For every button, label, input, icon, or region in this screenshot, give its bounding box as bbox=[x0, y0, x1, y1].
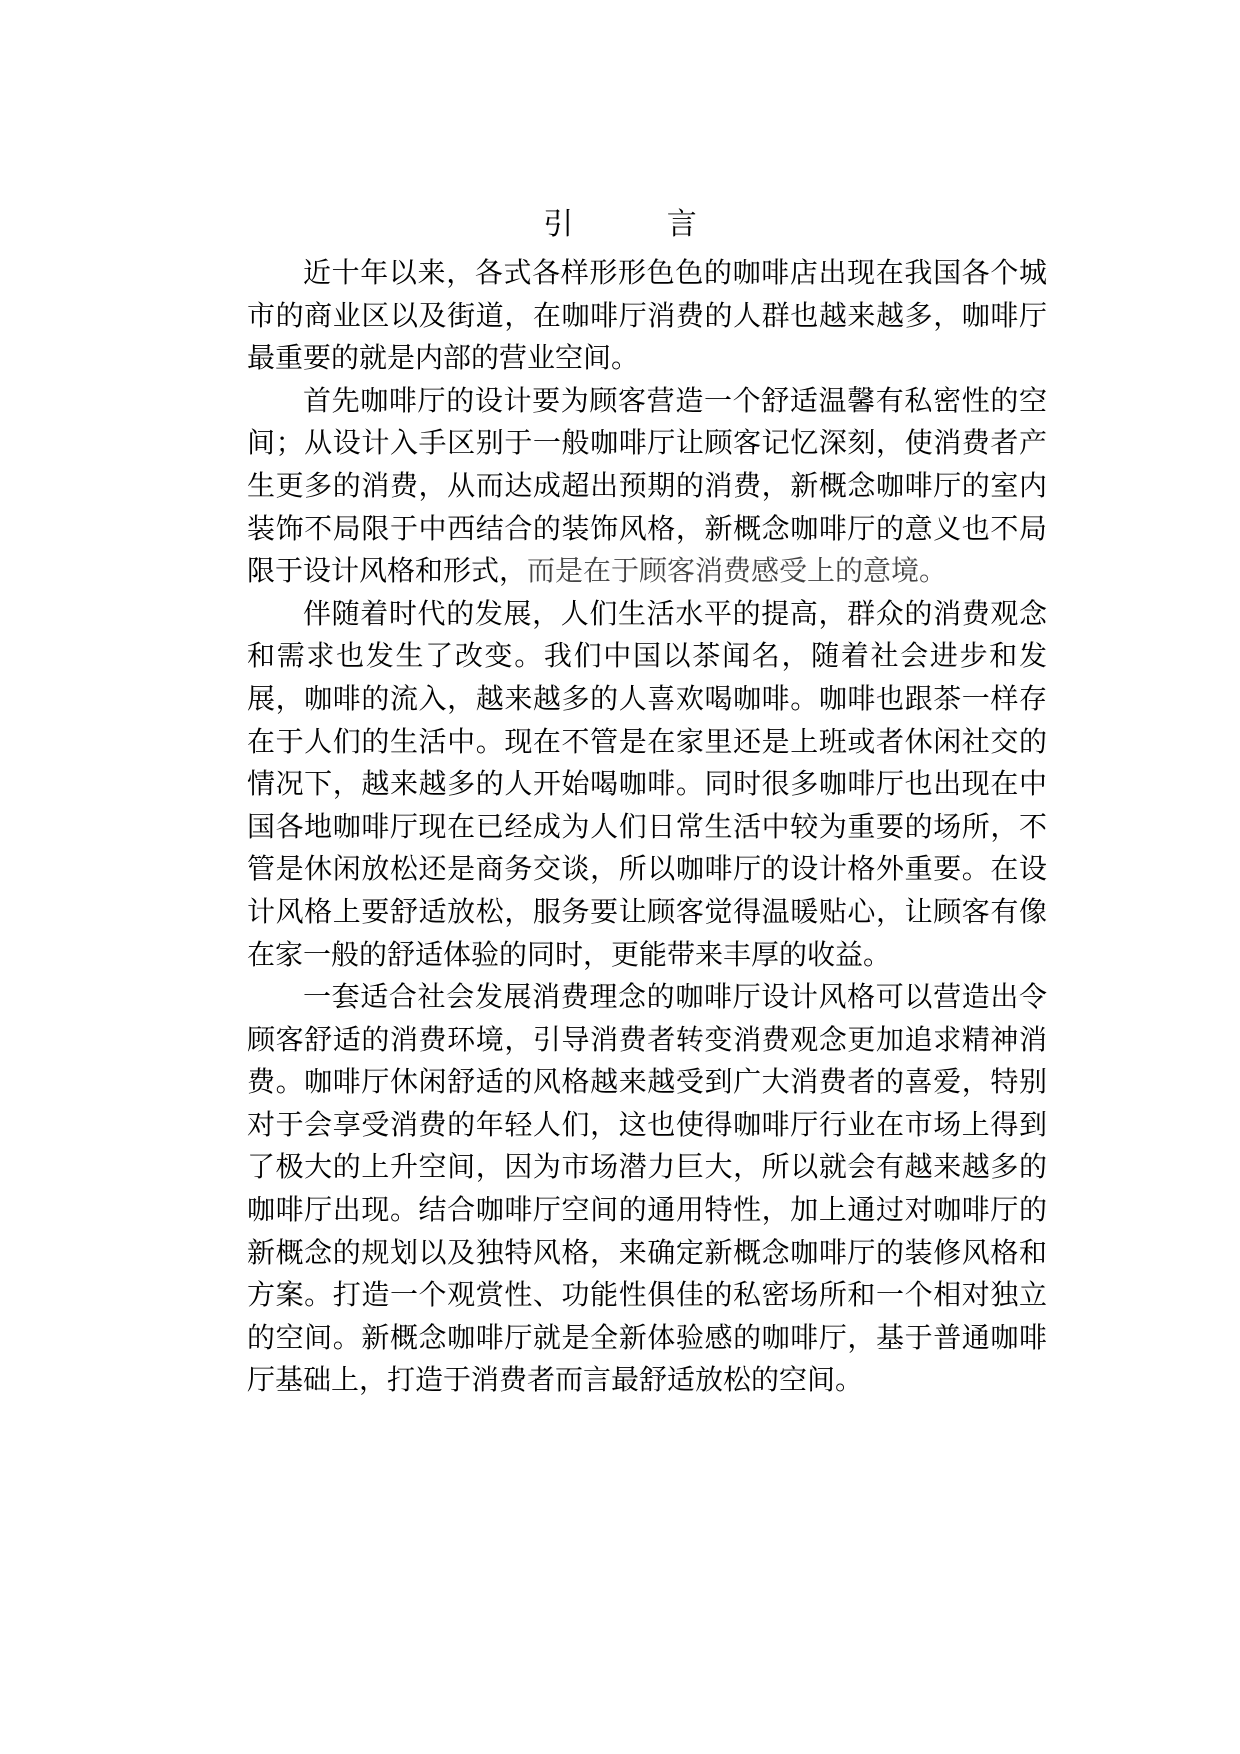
document-body bbox=[247, 252, 1047, 1402]
paragraph-3: 伴随着时代的发展，人们生活水平的提高，群众的消费观念和需求也发生了改变。我们中国以茶闻名，随着社会进步和发展，咖啡的流入，越来越多的人喜欢喝咖啡。咖啡也跟茶一样存在于人们的生活中。现在不管是在家里还是上班或者休闲社交的情况下，越来越多的人开始喝咖啡。同时很多咖啡厅也出现在中国各地咖啡厅现在已经成为人们日常生活中较为重要的场所，不管是休闲放松还是商务交谈，所以咖啡厅的设计格外重要。在设计风格上要舒适放松，服务要让顾客觉得温暖贴心，让顾客有像在家一般的舒适体验的同时，更能带来丰厚的收益。 bbox=[247, 596, 1047, 971]
paragraph-4: 一套适合社会发展消费理念的咖啡厅设计风格可以营造出令顾客舒适的消费环境，引导消费者转变消费观念更加追求精神消费。咖啡厅休闲舒适的风格越来越受到广大消费者的喜爱，特别对于会享受消费的年轻人们，这也使得咖啡厅行业在市场上得到了极大的上升空间，因为市场潜力巨大，所以就会有越来越多的咖啡厅出现。结合咖啡厅空间的通用特性，加上通过对咖啡厅的新概念的规划以及独特风格，来确定新概念咖啡厅的装修风格和方案。打造一个观赏性、功能性俱佳的私密场所和一个相对独立的空间。新概念咖啡厅就是全新体验感的咖啡厅，基于普通咖啡厅基础上，打造于消费者而言最舒适放松的空间。 bbox=[247, 980, 1047, 1397]
paragraph-2 bbox=[247, 380, 1047, 593]
paragraph-2-tail: 而是在于顾客消费感受上的意境。 bbox=[527, 554, 948, 588]
paragraph-1: 近十年以来，各式各样形形色色的咖啡店出现在我国各个城市的商业区以及街道，在咖啡厅消费的人群也越来越多，咖啡厅最重要的就是内部的营业空间。 bbox=[247, 256, 1047, 375]
page-title: 引 言 bbox=[543, 207, 739, 242]
paragraph-2-main: 首先咖啡厅的设计要为顾客营造一个舒适温馨有私密性的空间；从设计入手区别于一般咖啡厅让顾客记忆深刻，使消费者产生更多的消费，从而达成超出预期的消费，新概念咖啡厅的室内装饰不局限于中西结合的装饰风格，新概念咖啡厅的意义也不局限于设计风格和形式， bbox=[247, 383, 1047, 588]
